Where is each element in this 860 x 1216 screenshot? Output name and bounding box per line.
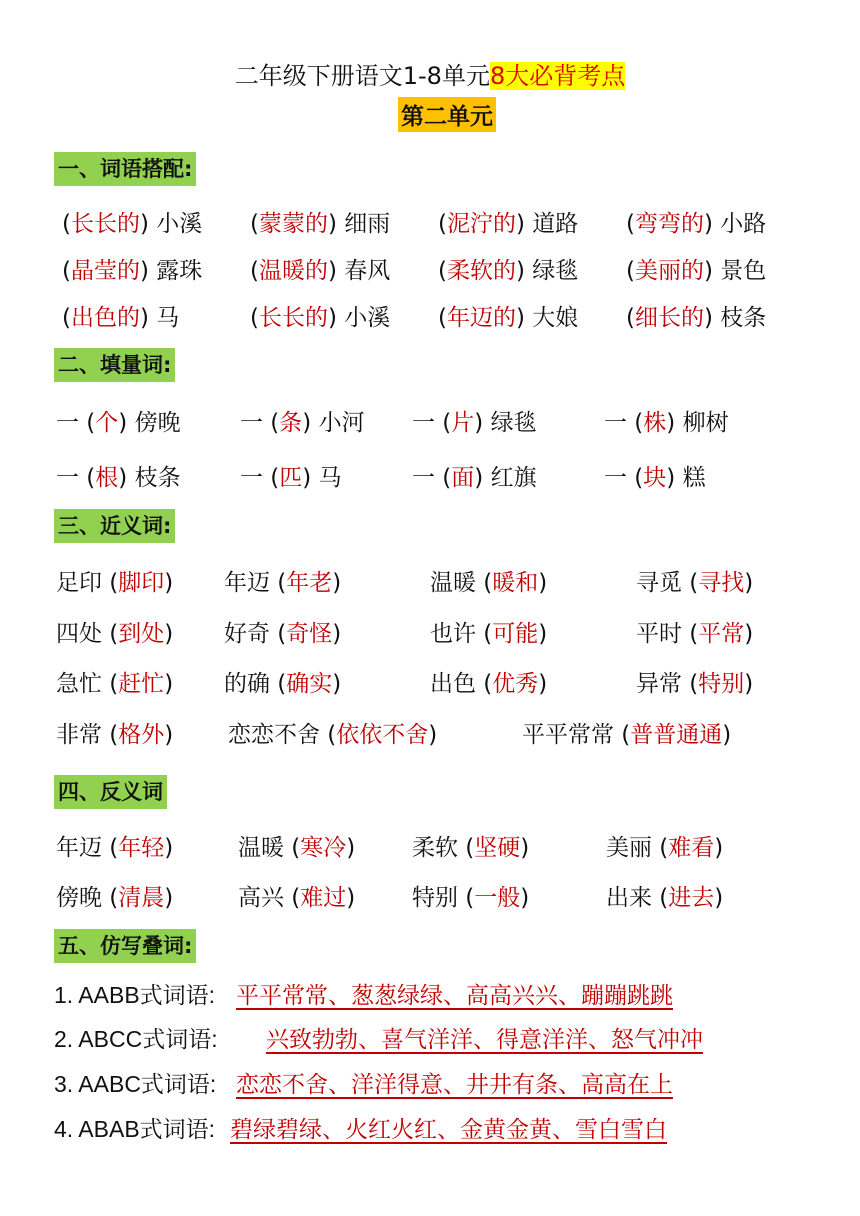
- synonym-item: 年迈 (年老): [224, 570, 342, 596]
- measure-word-item: 一 (片) 绿毯: [412, 410, 537, 436]
- reduplication-label: 3. AABC式词语:: [54, 1071, 217, 1097]
- synonym-item: 平时 (平常): [636, 621, 754, 647]
- measure-word-item: 一 (根) 枝条: [56, 465, 181, 491]
- synonym-item: 出色 (优秀): [430, 671, 548, 697]
- section-heading-collocation: 一、词语搭配:: [54, 152, 196, 186]
- section-heading-measure-words: 二、填量词:: [54, 348, 175, 382]
- antonym-item: 傍晚 (清晨): [56, 885, 174, 911]
- antonym-item: 特别 (一般): [412, 885, 530, 911]
- section-heading-synonyms: 三、近义词:: [54, 509, 175, 543]
- synonym-item: 的确 (确实): [224, 671, 342, 697]
- antonym-item: 高兴 (难过): [238, 885, 356, 911]
- reduplication-label: 1. AABB式词语:: [54, 982, 216, 1008]
- collocation-item: (年迈的) 大娘: [438, 305, 579, 331]
- title-main: 二年级下册语文1-8单元: [234, 62, 490, 90]
- synonym-item: 非常 (格外): [56, 722, 174, 748]
- synonym-item: 异常 (特别): [636, 671, 754, 697]
- synonym-item: 也许 (可能): [430, 621, 548, 647]
- synonym-item: 寻觅 (寻找): [636, 570, 754, 596]
- reduplication-answer: 恋恋不舍、洋洋得意、井井有条、高高在上: [236, 1072, 673, 1098]
- measure-word-item: 一 (块) 糕: [604, 465, 706, 491]
- synonym-item: 恋恋不舍 (依依不舍): [228, 722, 438, 748]
- measure-word-item: 一 (株) 柳树: [604, 410, 729, 436]
- measure-word-item: 一 (匹) 马: [240, 465, 342, 491]
- collocation-item: (长长的) 小溪: [250, 305, 391, 331]
- measure-word-item: 一 (条) 小河: [240, 410, 365, 436]
- collocation-item: (蒙蒙的) 细雨: [250, 211, 391, 237]
- collocation-item: (美丽的) 景色: [626, 258, 767, 284]
- collocation-item: (温暖的) 春风: [250, 258, 391, 284]
- antonym-item: 柔软 (坚硬): [412, 835, 530, 861]
- reduplication-answer: 平平常常、葱葱绿绿、高高兴兴、蹦蹦跳跳: [236, 983, 673, 1009]
- antonym-item: 美丽 (难看): [606, 835, 724, 861]
- collocation-item: (弯弯的) 小路: [626, 211, 767, 237]
- title-highlight: 8大必背考点: [489, 62, 626, 90]
- collocation-item: (出色的) 马: [62, 305, 180, 331]
- reduplication-label: 4. ABAB式词语:: [54, 1116, 216, 1142]
- antonym-item: 年迈 (年轻): [56, 835, 174, 861]
- synonym-item: 急忙 (赶忙): [56, 671, 174, 697]
- section-heading-antonyms: 四、反义词: [54, 775, 167, 809]
- measure-word-item: 一 (面) 红旗: [412, 465, 537, 491]
- synonym-item: 足印 (脚印): [56, 570, 174, 596]
- collocation-item: (柔软的) 绿毯: [438, 258, 579, 284]
- synonym-item: 平平常常 (普普通通): [522, 722, 732, 748]
- antonym-item: 出来 (进去): [606, 885, 724, 911]
- reduplication-label: 2. ABCC式词语:: [54, 1026, 218, 1052]
- reduplication-answer: 碧绿碧绿、火红火红、金黄金黄、雪白雪白: [230, 1117, 667, 1143]
- synonym-item: 好奇 (奇怪): [224, 621, 342, 647]
- synonym-item: 四处 (到处): [56, 621, 174, 647]
- synonym-item: 温暖 (暖和): [430, 570, 548, 596]
- measure-word-item: 一 (个) 傍晚: [56, 410, 181, 436]
- collocation-item: (晶莹的) 露珠: [62, 258, 203, 284]
- section-heading-reduplication: 五、仿写叠词:: [54, 929, 196, 963]
- page-title: [0, 56, 860, 91]
- unit-title: 第二单元: [398, 97, 496, 132]
- collocation-item: (长长的) 小溪: [62, 211, 203, 237]
- collocation-item: (细长的) 枝条: [626, 305, 767, 331]
- collocation-item: (泥泞的) 道路: [438, 211, 579, 237]
- reduplication-answer: 兴致勃勃、喜气洋洋、得意洋洋、怒气冲冲: [266, 1027, 703, 1053]
- antonym-item: 温暖 (寒冷): [238, 835, 356, 861]
